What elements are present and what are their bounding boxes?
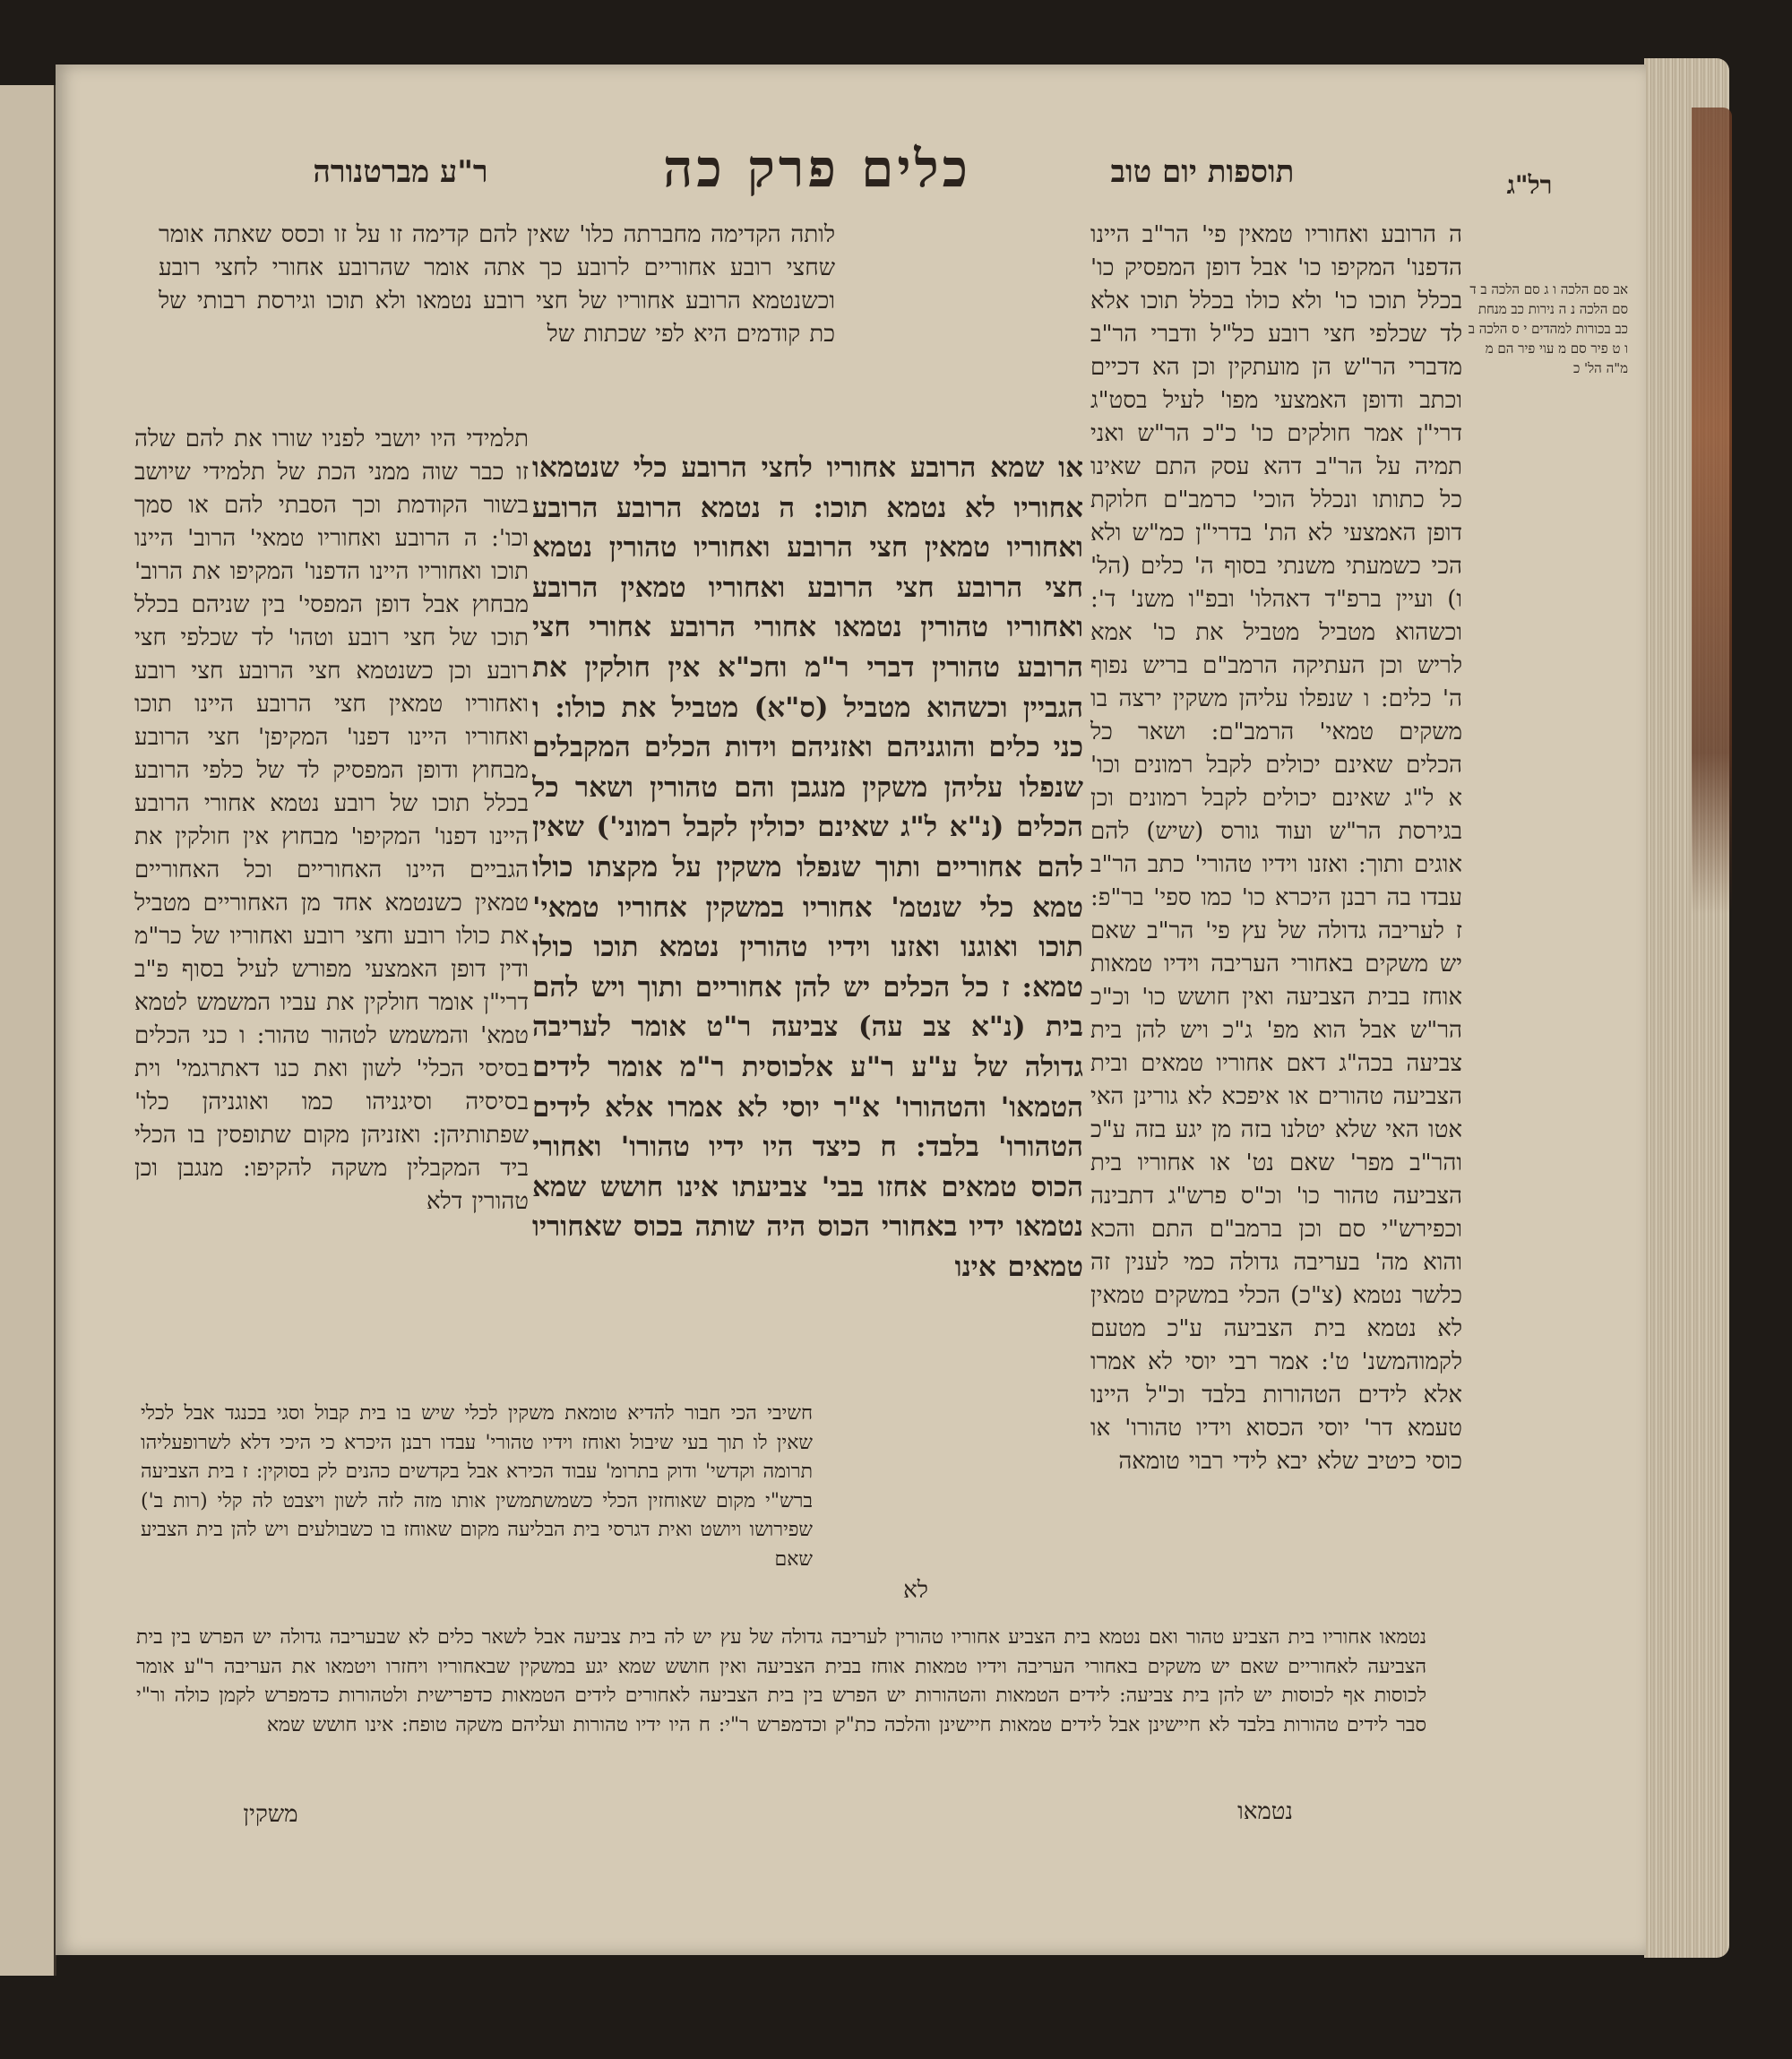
mishnah-main-text: או שמא הרובע אחוריו לחצי הרובע כלי שנטמאו אחוריו לא נטמא תוכו: ה נטמא הרובע הרובע ואחוריו טמאין חצי הרובע ואחוריו טהורין נטמא חצי הרובע חצי הרובע ואחוריו טמאין הרובע ואחוריו טהורין נטמאו אחורי הרובע אחורי חצי הרובע טהורין דברי ר"מ וחכ"א אין חולקין את הגביין וכשהוא מטביל (ס"א) מטביל את כולו: ו כני כלים והוגניהם ואזניהם וידות הכלים המקבלים שנפלו עליהן משקין מנגבן והם טהורין ושאר כל הכלים (נ"א ל"ג שאינם יכולין לקבל רמוני') שאין להם אחוריים ותוך שנפלו משקין על מקצתו כולו טמא כלי שנטמ' אחוריו במשקין אחוריו טמאי' תוכו ואוגנו ואזנו וידיו טהורין נטמא תוכו כולו טמא: ז כל הכלים יש להן אחוריים ותוך ויש להם בית (נ"א צב עה) צביעה ר"ט אומר לעריבה גדולה של ע"ע ר"ע אלכוסית ר"מ אומר לידים הטמאו' והטהורו' א"ר יוסי לא אמרו אלא לידים הטהורו' בלבד: ח כיצד היו ידיו טהורו' ואחורי הכוס טמאים אחזו בבי' צביעתו אינו חושש שמא נטמאו ידיו באחורי הכוס היה שותה בכוס שאחוריו טמאים אינו [532,452,1083,1283]
catchword-left: משקין [243,1801,298,1828]
commentary-lower-block: חשיבי הכי חבור להדיא טומאת משקין לכלי שיש בו בית קבול וסגי בכנגד אבל לכלי שאין לו תוך בעי שיבול ואוחז וידיו טהורי' עבדו רבנן היכרא כי היכי דלא לשרופעליהו תרומה וקדשי' ודוק בתרומ' עבוד הכירא אבל בקדשים כהנים לק בסוקין: ז בית הצביעה ברש"י מקום שאוחזין הכלי כשמשתמשין אותו מזה לזה לשון ויצבט לה קלי (רות ב') שפירושו ויושט ואית דגרסי בית הבליעה מקום שאוחז בו כשבולעים ויש להן בית הצביע שאם [141,1402,813,1571]
catchword-middle: לא [903,1577,928,1604]
page-title: כלים פרק כה [662,138,972,199]
header-right-title: תוספות יום טוב [1110,154,1295,190]
book-page [56,65,1646,1955]
tosafot-commentary-column: ה הרובע ואחוריו טמאין פי' הר"ב היינו הדפנו' המקיפו כו' אבל דופן המפסיק כו' בכלל תוכו כו' ולא כולו בכלל תוכו אלא לד שכלפי חצי רובע כל"ל ודברי הר"ב מדברי הר"ש הן מועתקין וכן הא דכיים וכתב ודופן האמצעי מפו' לעיל בסט"ג דרי"ן אמר חולקים כו' כ"כ הר"ש ואני תמיה על הר"ב דהא עסק התם שאינו כל כתותו ונכלל הוכי' כרמב"ם חלוקת דופן האמצעי לא הת' בדרי"ן כמ"ש ולא הכי כשמעתי משנתי בסוף ה' כלים (הל' ו) ועיין ברפ"ד דאהלו' ובפ"ו משנ' ד': וכשהוא מטביל מטביל את כו' אמא לריש וכן העתיקה הרמב"ם בריש נפוף ה' כלים: ו שנפלו עליהן משקין ירצה בו משקים טמאי' הרמב"ם: ושאר כל הכלים שאינם יכולים לקבל רמונים וכו' א ל"ג שאינם יכולים לקבל רמונים וכן בגירסת הר"ש ועוד גורס (שיש) להם אוגים ותוך: ואזנו וידיו טהורי' כתב הר"ב עבדו בה רבנן היכרא כו' כמו ספי' בר"פ: ז לעריבה גדולה של עץ פי' הר"ב שאם יש משקים באחורי העריבה וידיו טמאות אוחז בבית הצביעה ואין חושש כו' וכ"כ הר"ש אבל הוא מפ' ג"כ ויש להן בית צביעה בכה"ג דאם אחוריו טמאים ובית הצביעה טהורים או איפכא לא גורינן האי אטו האי שלא יטלנו בזה מן יגע בזה ע"כ והר"ב מפר' שאם נט' או אחוריו בית הצביעה טהור כו' וכ"ס פרש"ג דתבינה וכפירש"י סם וכן ברמב"ם התם והכא והוא מה' בעריבה גדולה כמי לענין זה כלשר נטמא (צ"כ) הכלי במשקים טמאין לא נטמא בית הצביעה ע"כ מטעם לקמוהמשנ' ט': אמר רבי יוסי לא אמרו אלא לידים הטהורות בלבד וכ"ל היינו טעמא דר' יוסי הכסוא וידיו טהורו' או כוסי כיטיב שלא יבא לידי רבוי טומאה [1090,221,1462,1475]
commentary-bottom-wide: נטמאו אחוריו בית הצביע טהור ואם נטמא בית הצביע אחוריו טהורין לעריבה גדולה של עץ יש לה בית צביעה אבל לשאר כלים לא שבעריבה גדולה יש הפרש בין בית הצביעה לאחוריים שאם יש משקים באחורי העריבה וידיו טמאות אוחז בבית הצביעה ואין חושש שמא יגע במשקין שבאחוריו ויחזרו ויטמאו את העריבה ר"ע אומר לכוסות אף לכוסות יש להן בית צביעה: לידים הטמאות והטהורות יש הפרש בין בית הצביעה לאחורים לידים הטמאות כדפרישית ולטהורות כדמפרש לקמן כולה ור"י סבר לידים טהורות בלבד לא חיישינן אבל לידים טמאות חיישינן והלכה כת"ק וכדמפרש ר"י: ח היו ידיו טהורות ועליהם משקה טופח: אינו חושש שמא [136,1626,1426,1736]
commentary-top-strip: לותה הקדימה מחברתה כלו' שאין להם קדימה זו על זו וכסס שאתה אומר שחצי רובע אחוריים לרובע כך אתה אומר שהרובע אחורי לחצי רובע וכשנטמא הרובע אחוריו של חצי רובע נטמאו ולא תוכו וגירסת רבותי של כת קודמים היא לפי שכתות של [159,221,835,348]
edge-stain [1692,108,1732,914]
commentary-left-column: תלמידי היו יושבי לפניו שורו את להם שלה זו כבר שוה ממני הכת של תלמידי שיושב בשור הקודמת וכך הסבתי להם או סמך וכו': ה הרובע ואחוריו טמאי' הרוב' היינו תוכו ואחוריו היינו הדפנו' המקיפו את הרוב' מבחוץ אבל דופן המפסי' בין שניהם בכלל תוכו של חצי רובע וטהו' לד שכלפי חצי רובע וכן כשנטמא חצי הרובע חצי רובע ואחוריו טמאין חצי הרובע היינו תוכו ואחוריו היינו דפנו' המקיפן' חצי הרובע מבחוץ ודופן המפסיק לד של כלפי הרובע בכלל תוכו של רובע נטמא אחורי הרובע היינו דפנו' המקיפו' מבחוץ אין חולקין את הגביים היינו האחוריים וכל האחוריים טמאין כשנטמא אחד מן האחוריים מטביל את כולו רובע וחצי רובע ואחוריו של כר"מ ודין דופן האמצעי מפורש לעיל בסוף פ"ב דרי"ן אומר חולקין את עביו המשמש לטמא טמא' והמשמש לטהור טהור: ו כני הכלים בסיסי הכלי' לשון ואת כנו דאתרגמי' וית בסיסיה וסיגניהו כמו ואוגניהן כלו' שפתותיהן: ואזניהן מקום שתופסין בו הכלי ביד המקבלין משקה להקיפו: מנגבן וכן טהורין דלא [134,426,529,1215]
facing-page-edge [0,85,56,1976]
header-left-title: ר"ע מברטנורה [313,154,488,190]
catchword-tosafot: נטמאו [1237,1798,1293,1825]
folio-number: רל"ג [1506,170,1553,200]
margin-source-notes: אב סם הלכה ו ג סם הלכה ב ד סם הלכה נ ה נירות כב מנחת כב בכורות למהדים י ס הלכה ב ו ט פיר סם מ עוי פיר הם מ מ"ה הל' כ [1468,281,1628,376]
